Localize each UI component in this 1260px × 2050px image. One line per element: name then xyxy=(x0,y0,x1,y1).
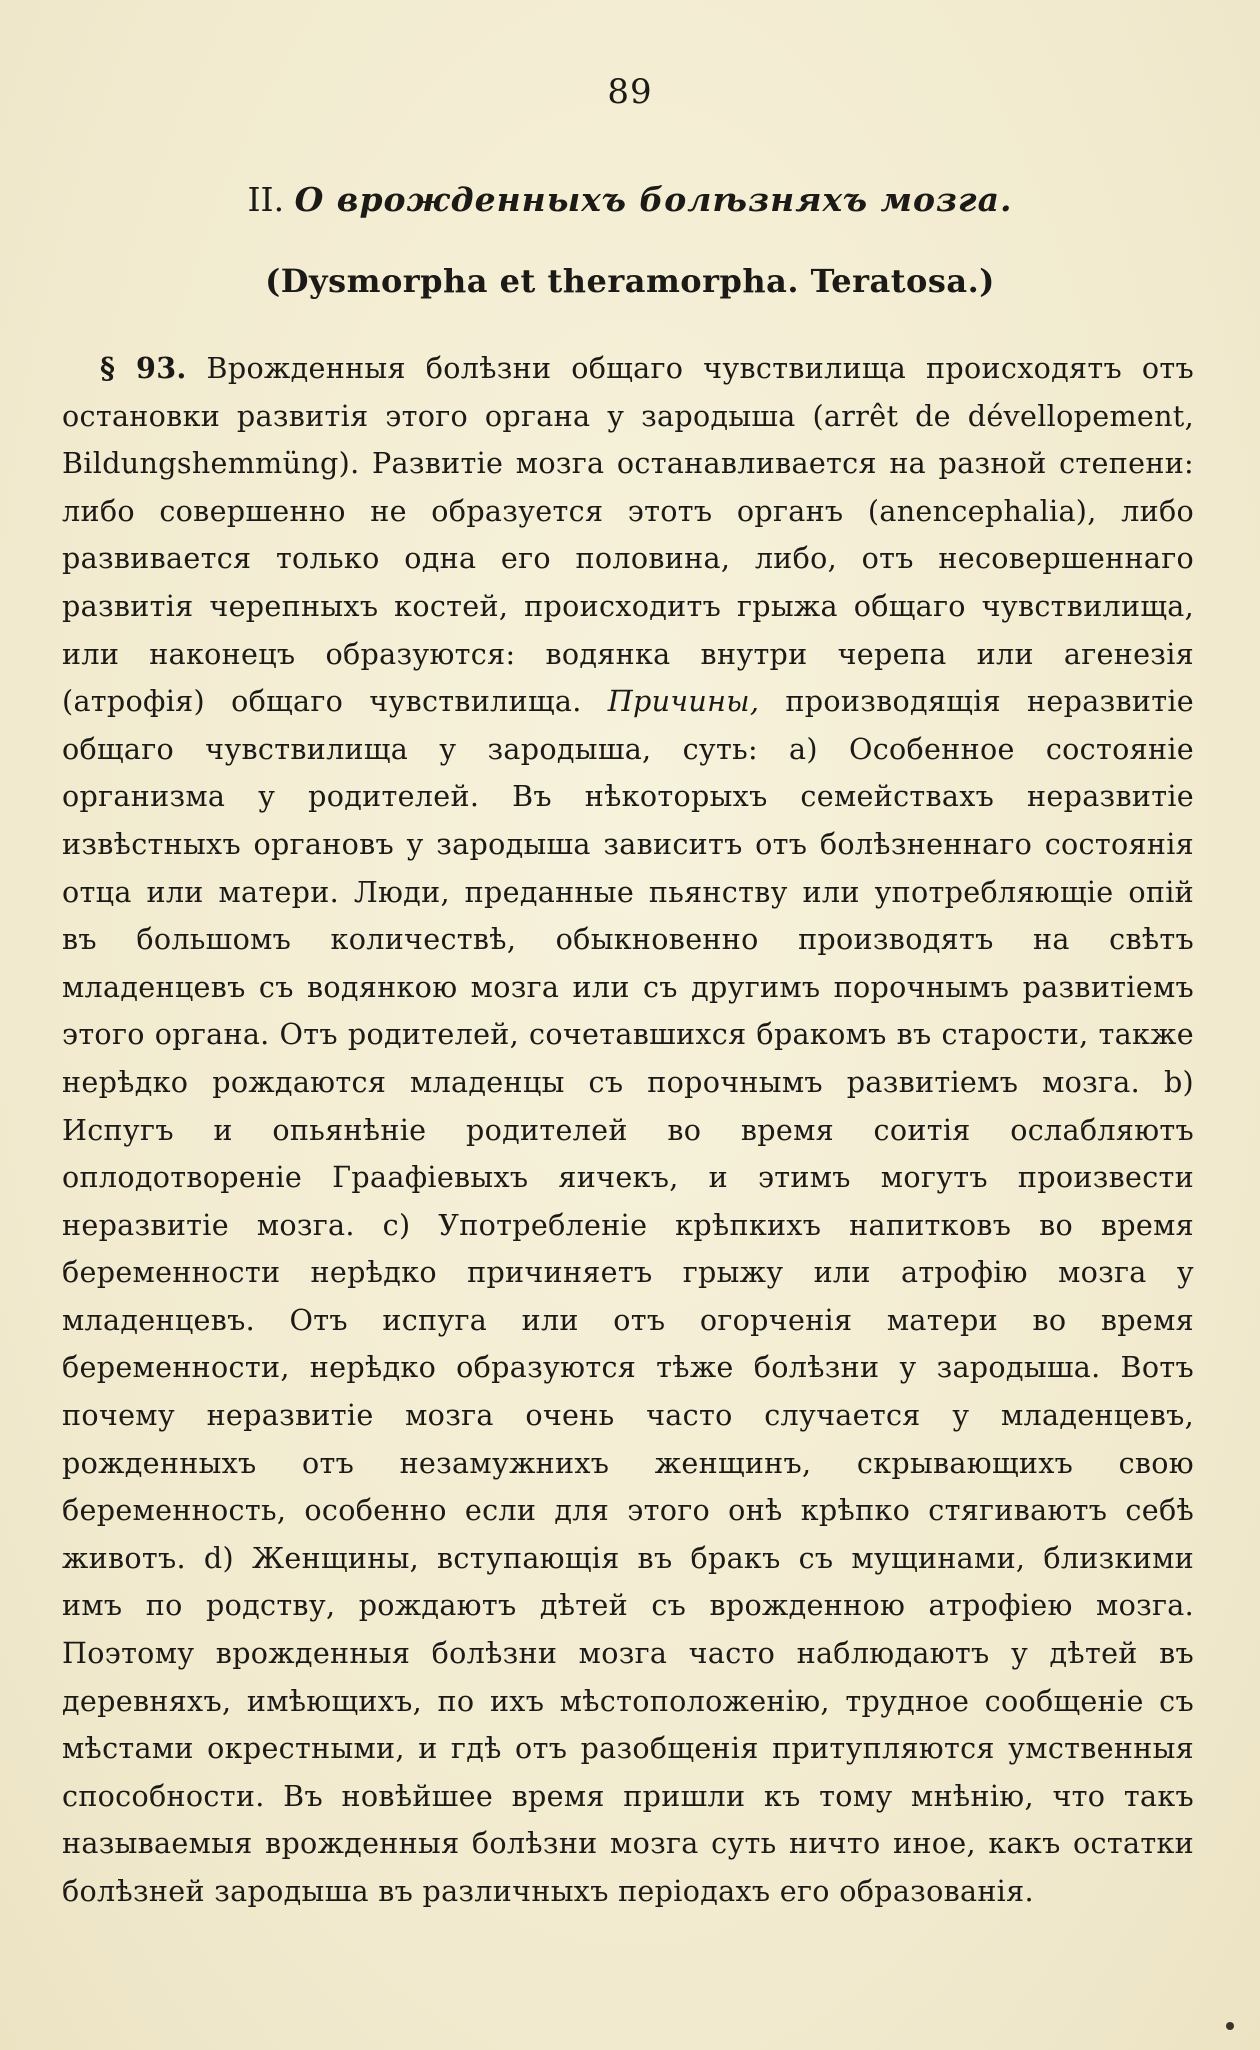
section-number: II. xyxy=(247,180,285,219)
section-title: О врожденныхъ болѣзняхъ мозга. xyxy=(294,180,1013,219)
body-paragraph xyxy=(62,345,1194,1916)
paragraph-text-part-1: Врожденныя болѣзни общаго чувствилища происходятъ отъ остановки развитія этого органа у зародыша (arrêt de dévellopement, Bildungshemmüng). Развитіе мозга останавливается на разной степени: либо совершенно не образуется этотъ органъ (anencephalia), либо развивается только одна его половина, либо, отъ несовершеннаго развитія черепныхъ костей, происходитъ грыжа общаго чувствилища, или наконецъ образуются: водянка внутри черепа или агенезія (атрофія) общаго чувствилища. xyxy=(62,351,1194,719)
paragraph-text-part-2: производящія неразвитіе общаго чувствилища у зародыша, суть: a) Особенное состояніе организма у родителей. Въ нѣкоторыхъ семействахъ неразвитіе извѣстныхъ органовъ у зародыша зависитъ отъ болѣзненнаго состоянія отца или матери. Люди, преданные пьянству или употребляющіе опій въ большомъ количествѣ, обыкновенно производятъ на свѣтъ младенцевъ съ водянкою мозга или съ другимъ порочнымъ развитіемъ этого органа. Отъ родителей, сочетавшихся бракомъ въ старости, также нерѣдко рождаются младенцы съ порочнымъ развитіемъ мозга. b) Испугъ и опьянѣніе родителей во время соитія ослабляютъ оплодотвореніе Граафіевыхъ яичекъ, и этимъ могутъ произвести неразвитіе мозга. c) Употребленіе крѣпкихъ напитковъ во время беременности нерѣдко причиняетъ грыжу или атрофію мозга у младенцевъ. Отъ испуга или отъ огорченія матери во время беременности, нерѣдко образуются тѣже болѣзни у зародыша. Вотъ почему неразвитіе мозга очень часто случается у младенцевъ, рожденныхъ отъ незамужнихъ женщинъ, скрывающихъ свою беременность, особенно если для этого онѣ крѣпко стягиваютъ себѣ животъ. d) Женщины, вступающія въ бракъ съ мущинами, близкими имъ по родству, рождаютъ дѣтей съ врожденною атрофіею мозга. Поэтому врожденныя болѣзни мозга часто наблюдаютъ у дѣтей въ деревняхъ, имѣющихъ, по ихъ мѣстоположенію, трудное сообщеніе съ мѣстами окрестными, и гдѣ отъ разобщенія притупляются умственныя способности. Въ новѣйшее время пришли къ тому мнѣнію, что такъ называемыя врожденныя болѣзни мозга суть ничто иное, какъ остатки болѣзней зародыша въ различныхъ періодахъ его образованія. xyxy=(62,684,1195,1908)
page-number: 89 xyxy=(607,72,653,112)
paragraph-mark: § 93. xyxy=(100,351,187,385)
latin-subtitle: (Dysmorpha et theramorpha. Teratosa.) xyxy=(265,262,995,300)
causes-word: Причины, xyxy=(607,684,760,719)
ink-speck xyxy=(1226,2022,1234,2030)
section-heading xyxy=(0,180,1260,219)
